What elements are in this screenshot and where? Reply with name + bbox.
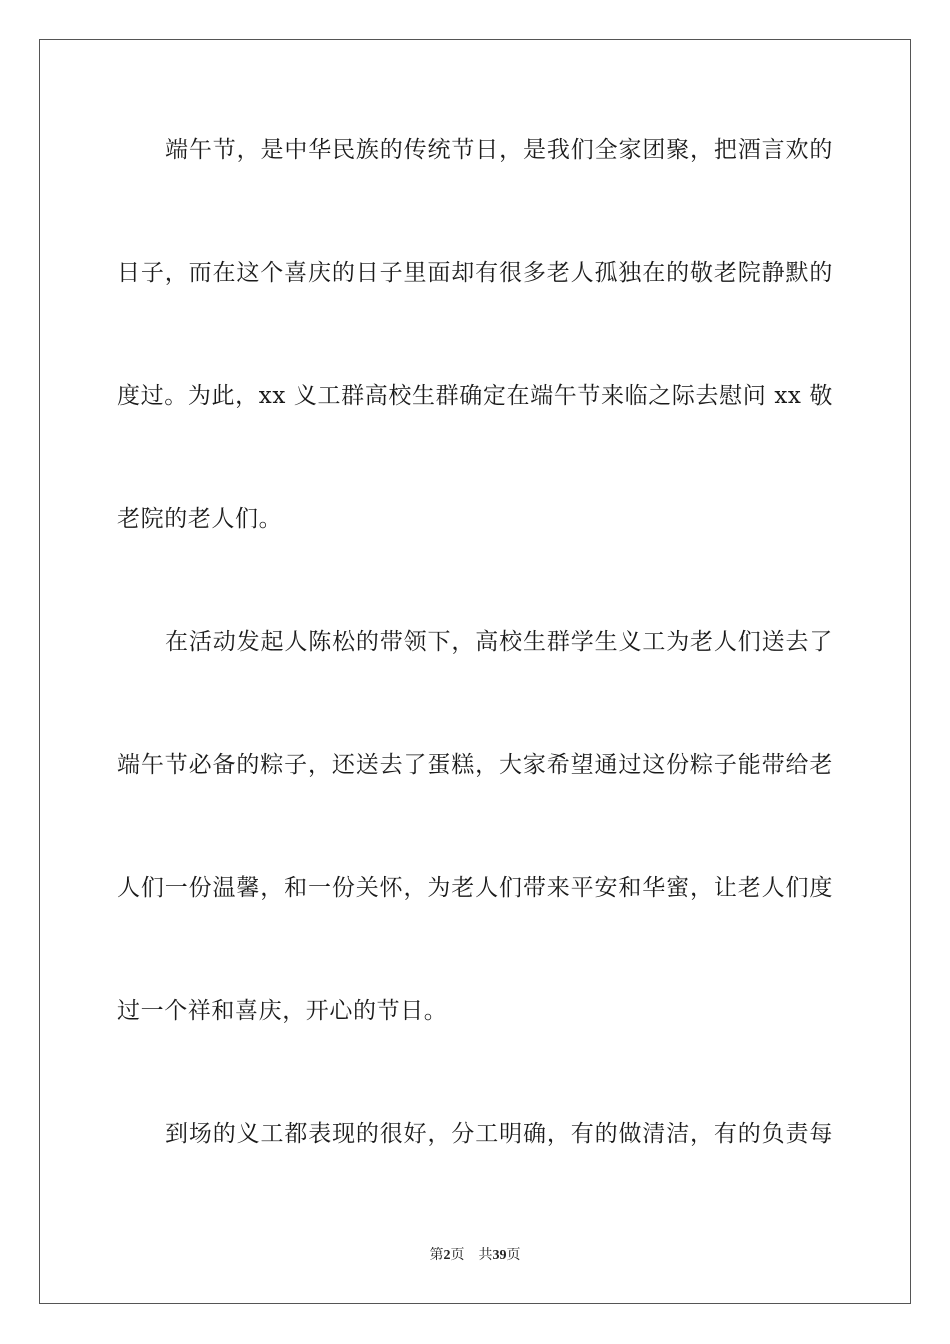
page-border: [39, 39, 911, 1304]
paragraph-2-line-2: 端午节必备的粽子，还送去了蛋糕，大家希望通过这份粽子能带给老: [117, 752, 833, 778]
total-pages: 39: [492, 1248, 507, 1263]
total-prefix: 共: [478, 1247, 493, 1263]
page-prefix: 第: [429, 1247, 444, 1263]
total-suffix: 页: [506, 1247, 521, 1263]
paragraph-3-line-1: 到场的义工都表现的很好，分工明确，有的做清洁，有的负责每: [165, 1121, 833, 1147]
page-footer: [0, 1245, 950, 1266]
paragraph-1-line-3: 度过。为此，xx 义工群高校生群确定在端午节来临之际去慰问 xx 敬: [117, 383, 833, 409]
page-suffix: 页: [450, 1247, 465, 1263]
paragraph-2-line-4: 过一个祥和喜庆，开心的节日。: [117, 998, 448, 1024]
paragraph-1-line-4: 老院的老人们。: [117, 506, 283, 532]
paragraph-2-line-3: 人们一份温馨，和一份关怀，为老人们带来平安和华蜜，让老人们度: [117, 875, 833, 901]
paragraph-1-line-1: 端午节，是中华民族的传统节日，是我们全家团聚，把酒言欢的: [165, 137, 833, 163]
paragraph-1-line-2: 日子，而在这个喜庆的日子里面却有很多老人孤独在的敬老院静默的: [117, 260, 833, 286]
page-number: 2: [443, 1248, 451, 1263]
paragraph-2-line-1: 在活动发起人陈松的带领下，高校生群学生义工为老人们送去了: [165, 629, 833, 655]
